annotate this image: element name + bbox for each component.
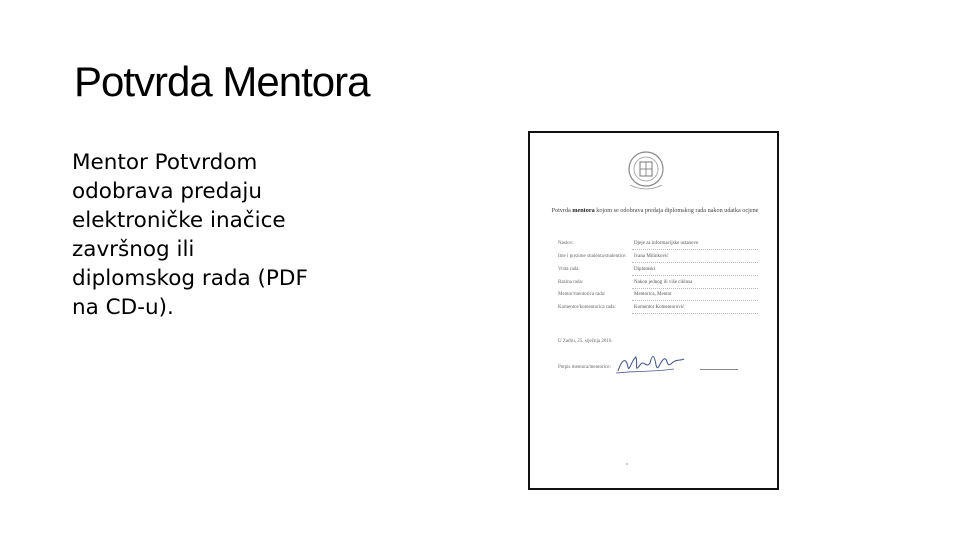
university-seal-icon — [626, 149, 666, 193]
field-value: Komentor Komentorović — [634, 305, 685, 310]
field-label: Razina rada: — [558, 280, 584, 285]
scan-speck — [626, 463, 628, 465]
field-value: Ivana Milinković — [634, 254, 669, 259]
field-label: Naslov: — [558, 241, 574, 246]
document-signature-label: Potpis mentora/mentorice: — [558, 365, 611, 370]
field-label: Ime i prezime studenta/studentice: — [558, 254, 627, 259]
document-place-date: U Zadru, 25. siječnja 2016. — [558, 339, 613, 344]
field-label: Mentor/mentorica rada: — [558, 292, 606, 297]
document-field — [558, 292, 758, 302]
document-image — [528, 131, 779, 490]
document-field — [558, 267, 758, 277]
document-heading — [550, 207, 760, 215]
document-heading-bold: mentora — [572, 207, 595, 214]
document-field — [558, 280, 758, 290]
document-heading-rest: kojom se odobrava predaja diplomskog rada nakon udatka ocjene — [596, 207, 759, 214]
field-label: Vrsta rada: — [558, 267, 580, 272]
handwritten-signature-icon — [614, 349, 688, 379]
document-heading-prefix: Potvrda — [551, 207, 571, 214]
slide-body-text: Mentor Potvrdom odobrava predaju elektroničke inačice završnog ili diplomskog rada (PDF na CD-u). — [72, 150, 308, 320]
field-value: Nakon jednog ili više ciklusa — [634, 280, 693, 285]
signature-line — [700, 369, 738, 370]
field-value: Diplomski — [634, 267, 656, 272]
document-field — [558, 305, 758, 315]
field-value: Mentorica, Mentor — [634, 292, 672, 297]
document-field — [558, 254, 758, 264]
slide-title: Potvrda Mentora — [74, 58, 370, 105]
field-label: Komentor/komentorica rada: — [558, 305, 616, 310]
document-field — [558, 241, 758, 251]
field-value: Djeje za informacijske ustanove — [634, 241, 699, 246]
